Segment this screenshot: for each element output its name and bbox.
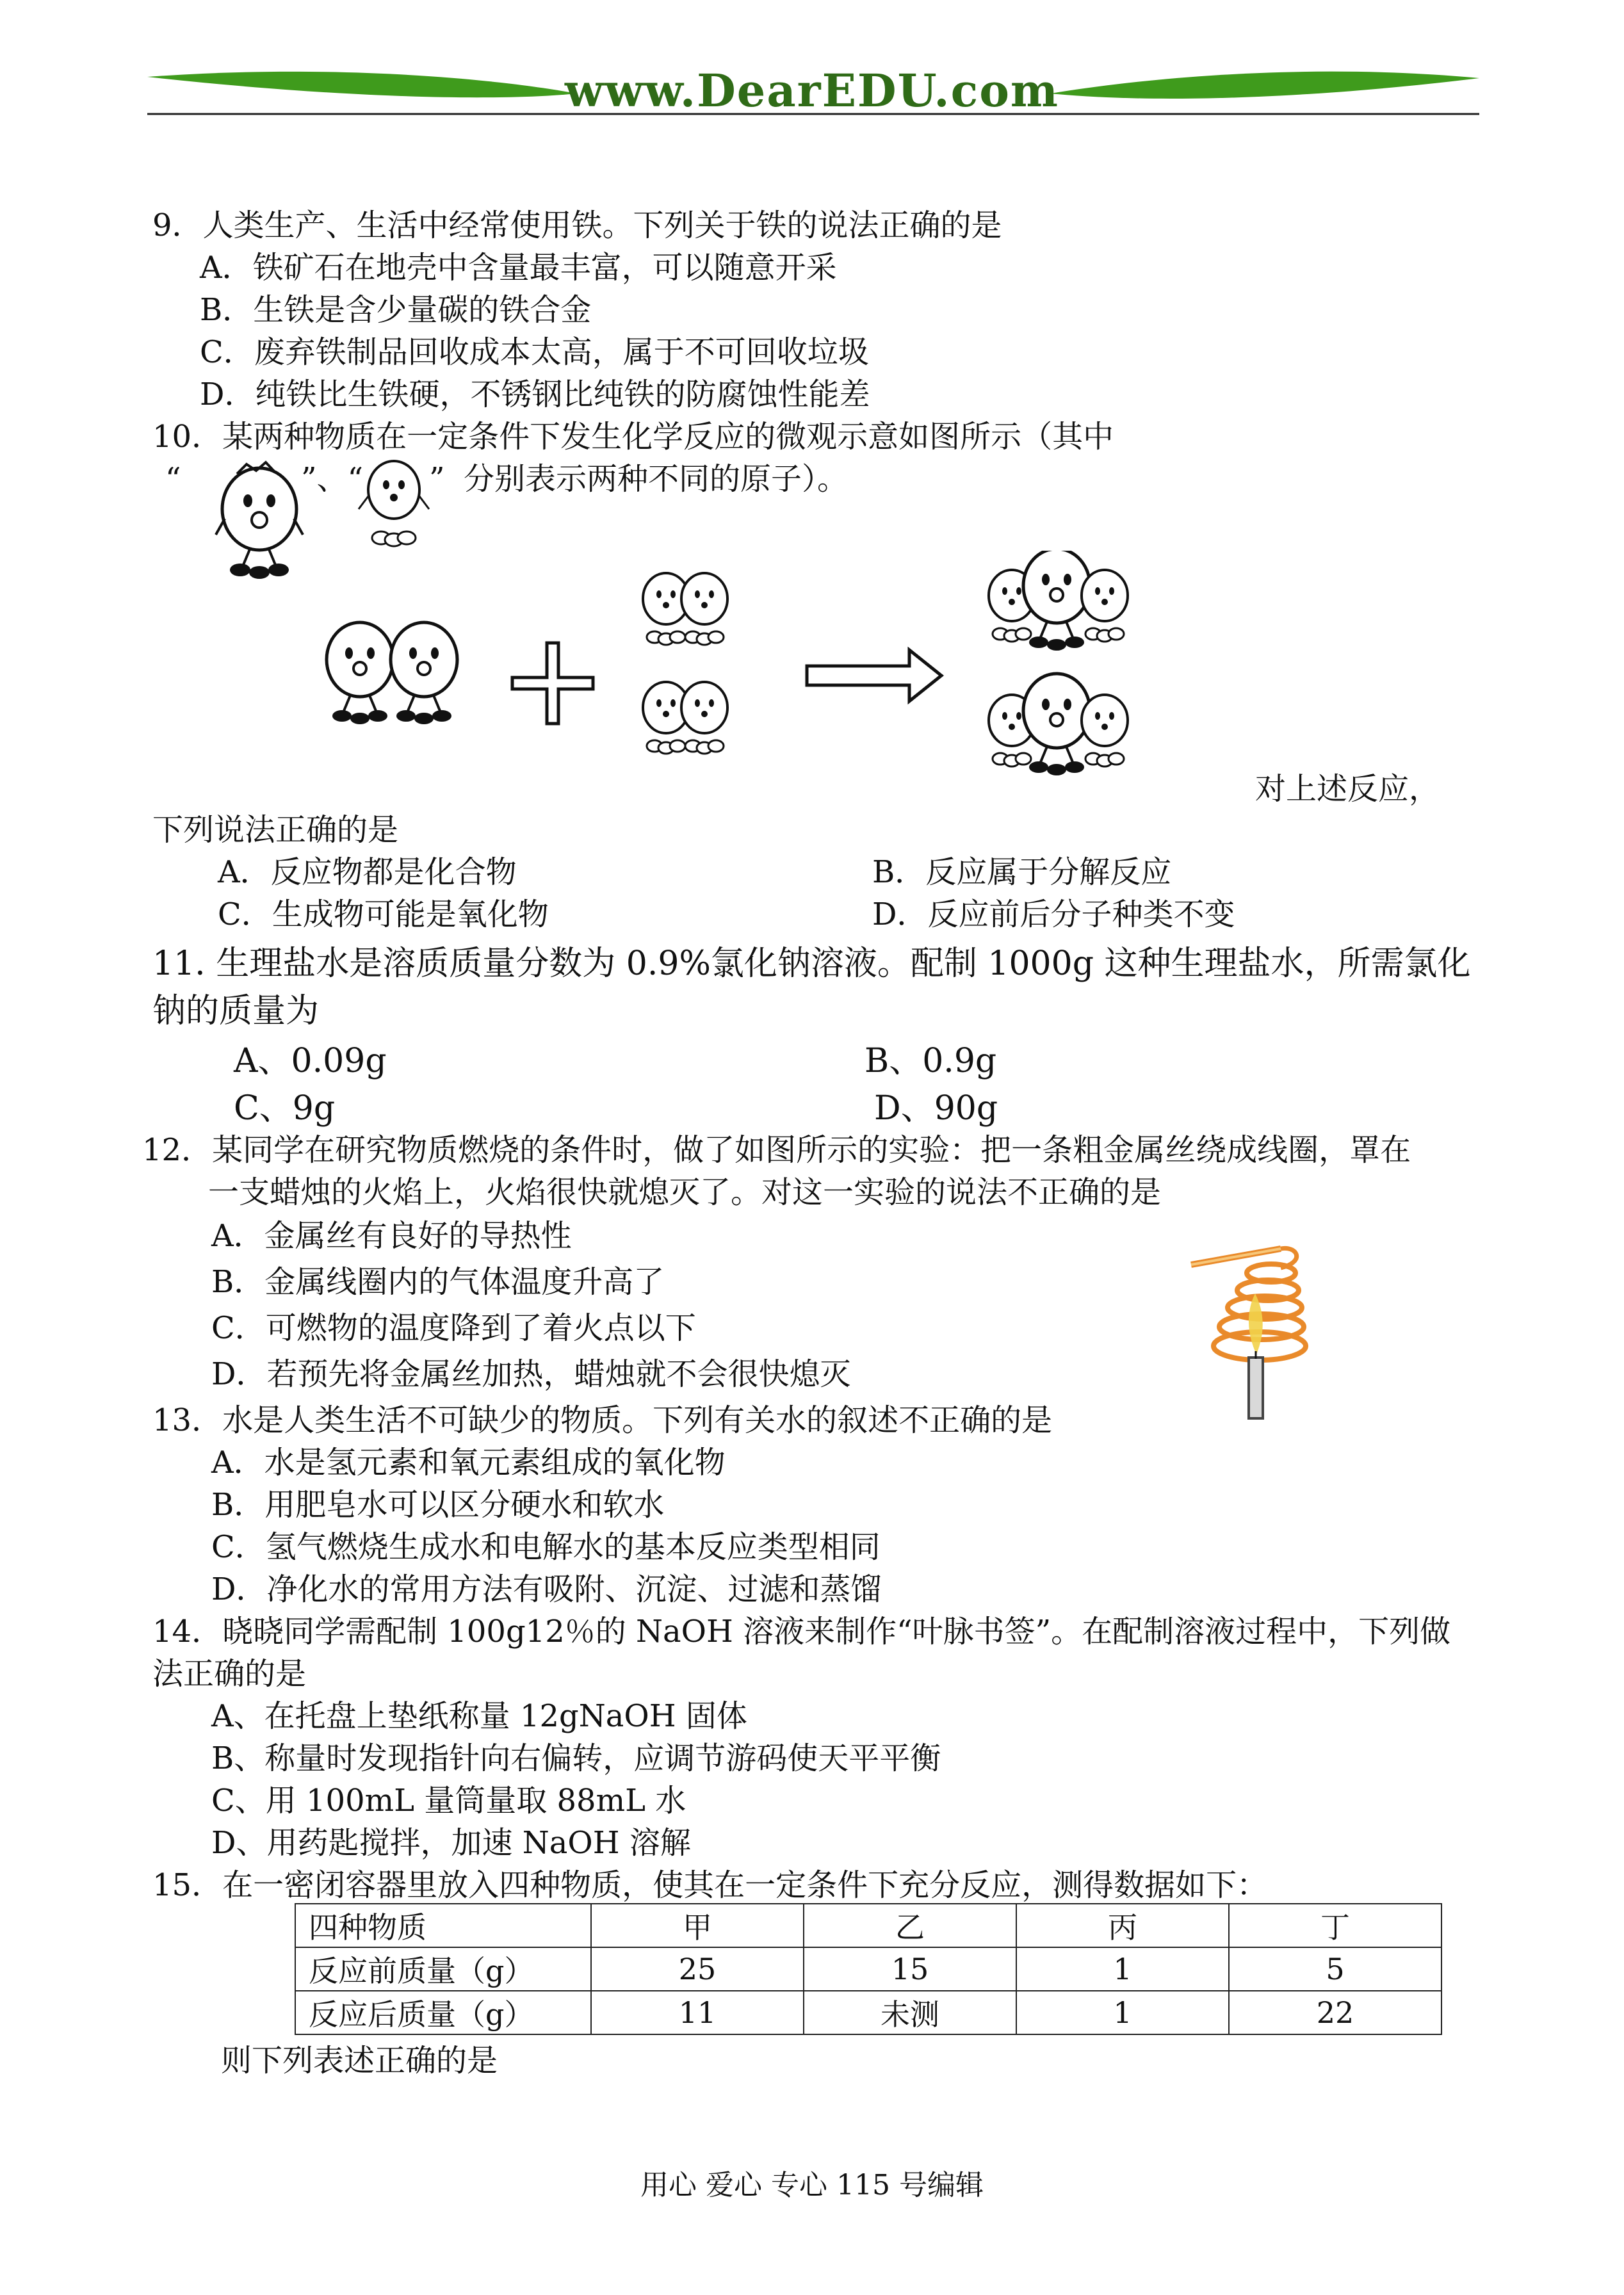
q12-option-b: B．金属线圈内的气体温度升高了: [211, 1264, 665, 1300]
q11-stem-line2: 钠的质量为: [152, 992, 320, 1030]
table-cell: 反应前质量（g）: [295, 1947, 591, 1991]
q13-option-d: D．净化水的常用方法有吸附、沉淀、过滤和蒸馏: [211, 1571, 882, 1607]
q10-quote-open: “: [165, 461, 181, 497]
reaction-arrow-icon: [807, 650, 941, 701]
table-header-cell: 丙: [1016, 1904, 1229, 1947]
table-cell: 22: [1229, 1991, 1441, 2034]
page-footer: 用心 爱心 专心 115 号编辑: [640, 2169, 984, 2202]
q12-option-a: A．金属丝有良好的导热性: [211, 1218, 572, 1254]
q12-stem-line1: 12．某同学在研究物质燃烧的条件时，做了如图所示的实验：把一条粗金属丝绕成线圈，罩在: [142, 1132, 1411, 1168]
product-molecule-2: [989, 674, 1128, 775]
q13-option-c: C．氢气燃烧生成水和电解水的基本反应类型相同: [211, 1529, 881, 1565]
reaction-diagram: [307, 551, 1217, 807]
q9-option-d: D．纯铁比生铁硬，不锈钢比纯铁的防腐蚀性能差: [200, 377, 870, 412]
large-atom-icon: [215, 448, 304, 583]
table-cell: 15: [804, 1947, 1016, 1991]
q14-stem-line2: 法正确的是: [152, 1656, 307, 1692]
table-row: [295, 1947, 1441, 1991]
table-header-cell: 甲: [591, 1904, 804, 1947]
q10-line2: 下列说法正确的是: [152, 812, 399, 848]
q14-option-b: B、称量时发现指针向右偏转，应调节游码使天平平衡: [211, 1740, 941, 1776]
q14-option-a: A、在托盘上垫纸称量 12gNaOH 固体: [211, 1698, 747, 1734]
reactant-molecule-small-2: [643, 682, 727, 754]
table-header-cell: 四种物质: [295, 1904, 591, 1947]
candle-coil-illustration: [1185, 1236, 1326, 1422]
q12-stem-line2: 一支蜡烛的火焰上，火焰很快就熄灭了。对这一实验的说法不正确的是: [208, 1174, 1162, 1210]
q15-after-table: 则下列表述正确的是: [221, 2043, 498, 2079]
reactant-molecule-large: [327, 622, 457, 724]
q11-option-a: A、0.09g: [234, 1042, 387, 1080]
q10-option-b: B．反应属于分解反应: [872, 854, 1172, 890]
table-row: [295, 1991, 1441, 2034]
q14-stem-line1: 14．晓晓同学需配制 100g12％的 NaOH 溶液来制作“叶脉书签”。在配制溶液过程中，下列做: [152, 1614, 1451, 1650]
table-cell: 25: [591, 1947, 804, 1991]
q12-option-c: C．可燃物的温度降到了着火点以下: [211, 1310, 696, 1346]
q10-option-d: D．反应前后分子种类不变: [872, 896, 1235, 932]
q15-data-table: [295, 1903, 1442, 2035]
table-header-row: [295, 1904, 1441, 1947]
table-cell: 11: [591, 1991, 804, 2034]
q9-stem: 9．人类生产、生活中经常使用铁。下列关于铁的说法正确的是: [152, 207, 1002, 243]
q10-quote-close: ”: [429, 461, 445, 497]
q10-quote-mid: ”、“: [301, 461, 364, 497]
q9-option-c: C．废弃铁制品回收成本太高，属于不可回收垃圾: [200, 334, 869, 370]
q12-option-d: D．若预先将金属丝加热，蜡烛就不会很快熄灭: [211, 1356, 851, 1392]
plus-sign-icon: [512, 643, 593, 724]
table-cell: 1: [1016, 1991, 1229, 2034]
q9-option-b: B．生铁是含少量碳的铁合金: [200, 292, 592, 328]
q11-stem-line1: 11. 生理盐水是溶质质量分数为 0.9%氯化钠溶液。配制 1000g 这种生理盐水，所需氯化: [152, 945, 1471, 983]
q11-option-b: B、0.9g: [865, 1042, 997, 1080]
q10-after-diagram: 对上述反应，: [1255, 771, 1440, 807]
product-molecule-1: [989, 551, 1128, 651]
q9-option-a: A．铁矿石在地壳中含量最丰富，可以随意开采: [200, 250, 837, 286]
q10-legend-text: 分别表示两种不同的原子）。: [464, 461, 849, 497]
q13-stem: 13．水是人类生活不可缺少的物质。下列有关水的叙述不正确的是: [152, 1402, 1053, 1438]
table-cell: 未测: [804, 1991, 1016, 2034]
small-atom-icon: [355, 451, 432, 547]
q14-option-c: C、用 100mL 量筒量取 88mL 水: [211, 1783, 686, 1819]
q10-option-a: A．反应物都是化合物: [218, 854, 517, 890]
q14-option-d: D、用药匙搅拌，加速 NaOH 溶解: [211, 1825, 691, 1861]
table-header-cell: 丁: [1229, 1904, 1441, 1947]
table-header-cell: 乙: [804, 1904, 1016, 1947]
q10-option-c: C．生成物可能是氧化物: [218, 896, 549, 932]
site-logo-text: www.DearEDU.com: [564, 64, 1059, 117]
q10-stem: 10．某两种物质在一定条件下发生化学反应的微观示意如图所示（其中: [152, 419, 1114, 455]
table-cell: 反应后质量（g）: [295, 1991, 591, 2034]
table-cell: 1: [1016, 1947, 1229, 1991]
q11-option-d: D、90g: [874, 1089, 998, 1128]
q13-option-b: B．用肥皂水可以区分硬水和软水: [211, 1487, 665, 1523]
q15-stem: 15．在一密闭容器里放入四种物质，使其在一定条件下充分反应，测得数据如下：: [152, 1867, 1268, 1903]
table-cell: 5: [1229, 1947, 1441, 1991]
q13-option-a: A．水是氢元素和氧元素组成的氧化物: [211, 1445, 726, 1480]
reactant-molecule-small-1: [643, 573, 727, 645]
q11-option-c: C、9g: [234, 1089, 336, 1128]
